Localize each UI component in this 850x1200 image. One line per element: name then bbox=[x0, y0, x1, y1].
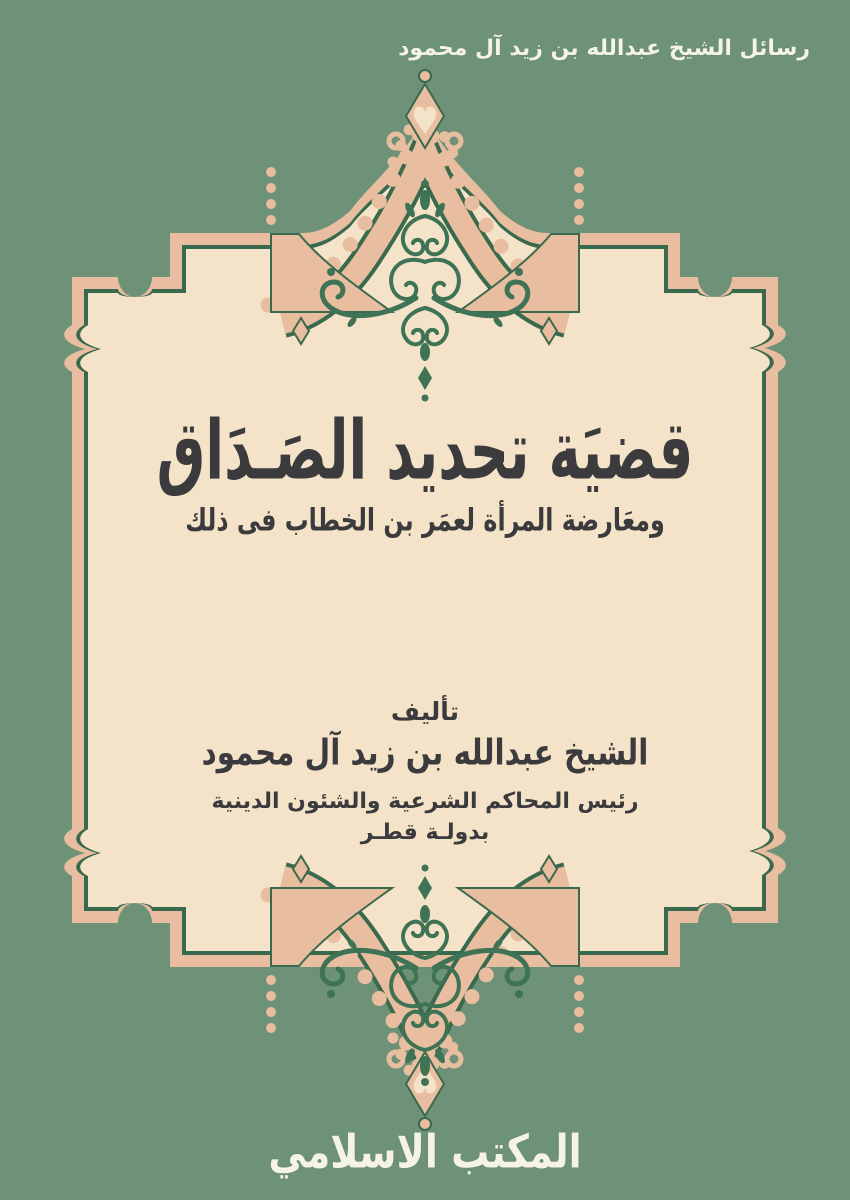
author-name: الشيخ عبدالله بن زيد آل محمود bbox=[201, 731, 649, 774]
book-subtitle: ومعَارضة المرأة لعمَر بن الخطاب فى ذلك bbox=[185, 502, 665, 539]
publisher-logotype: المكتب الاسلامي bbox=[268, 1126, 582, 1179]
byline-label: تأليف bbox=[390, 697, 460, 726]
author-role: رئيس المحاكم الشرعية والشئون الدينية bbox=[211, 789, 639, 814]
book-title: قضيَة تحديد الصَـدَاق bbox=[156, 402, 694, 499]
series-line: رسائل الشيخ عبدالله بن زيد آل محمود bbox=[398, 36, 810, 61]
author-location: بدولـة قطـر bbox=[360, 820, 490, 845]
